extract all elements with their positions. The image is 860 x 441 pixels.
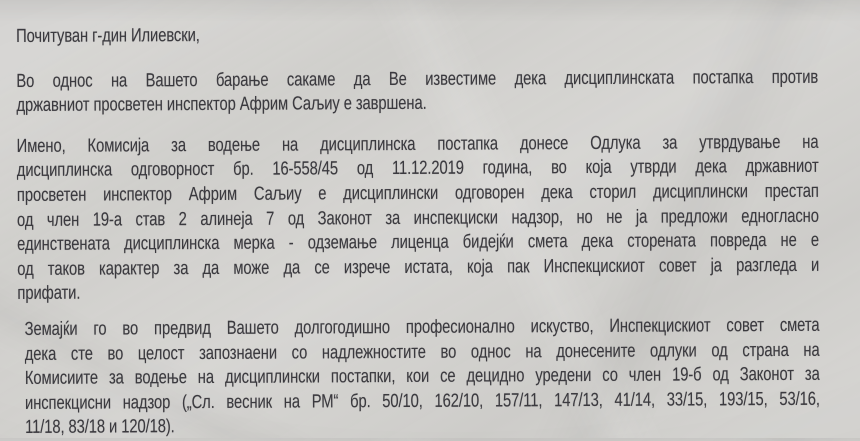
letter-line: просветен инспектор Африм Саљиу е дисциплински одговорен дека сторил дисциплински престап (16, 180, 819, 206)
letter-line: дисциплинска одговорност бр. 16-558/45 од 11.12.2019 година, во која утврди дека државниот (16, 156, 819, 182)
letter-line: 11/18, 83/18 и 120/18). (25, 416, 175, 439)
letter-paragraph-2 (17, 131, 820, 307)
letter-line: прифати. (17, 283, 81, 305)
letter-line: инспекцисни надзор („Сл. весник на РМ“ бр. 50/10, 162/10, 157/11, 147/13, 41/14, 33/15, 193/15, 53/16, (24, 388, 820, 414)
letter-paragraph-3 (18, 314, 820, 441)
letter-line: Имено, Комисија за водење на дисциплинска постапка донесе Одлука за утврдување на (16, 131, 819, 157)
letter-salutation-paragraph (16, 21, 818, 50)
letter-line: Комисиите за водење на дисциплински постапки, кои се децидно уредени со член 19-б од Законот за (24, 363, 820, 390)
letter-line: дека сте во целост запознаени со надлежностите во однос на донесените одлуки од страна на (24, 339, 820, 365)
letter-line: од член 19-а став 2 алинеја 7 од Законот за инспекциски надзор, но не ја предложи едногласно (16, 205, 819, 231)
letter-line: Земајќи го во предвид Вашето долгогодишно професионално искуство, Инспекцискиот совет смета (24, 314, 820, 340)
letter-paragraph-1 (16, 65, 818, 118)
letter-body (16, 21, 820, 441)
letter-sheet (16, 25, 860, 441)
letter-line: државниот просветен инспектор Африм Саљиу е завршена. (16, 93, 427, 117)
letter-line: Во однос на Вашето барање сакаме да Ве известиме дека дисциплинската постапка против (16, 66, 819, 92)
letter-line: од таков карактер за да може да се изрече истата, која пак Инспекцискиот совет ја разгледа и (17, 254, 820, 280)
letter-salutation: Почитуван г-дин Илиевски, (16, 25, 200, 47)
letter-line: единствената дисциплинска мерка - одземање лиценца бидејќи смета дека сторената повреда не е (17, 229, 820, 256)
